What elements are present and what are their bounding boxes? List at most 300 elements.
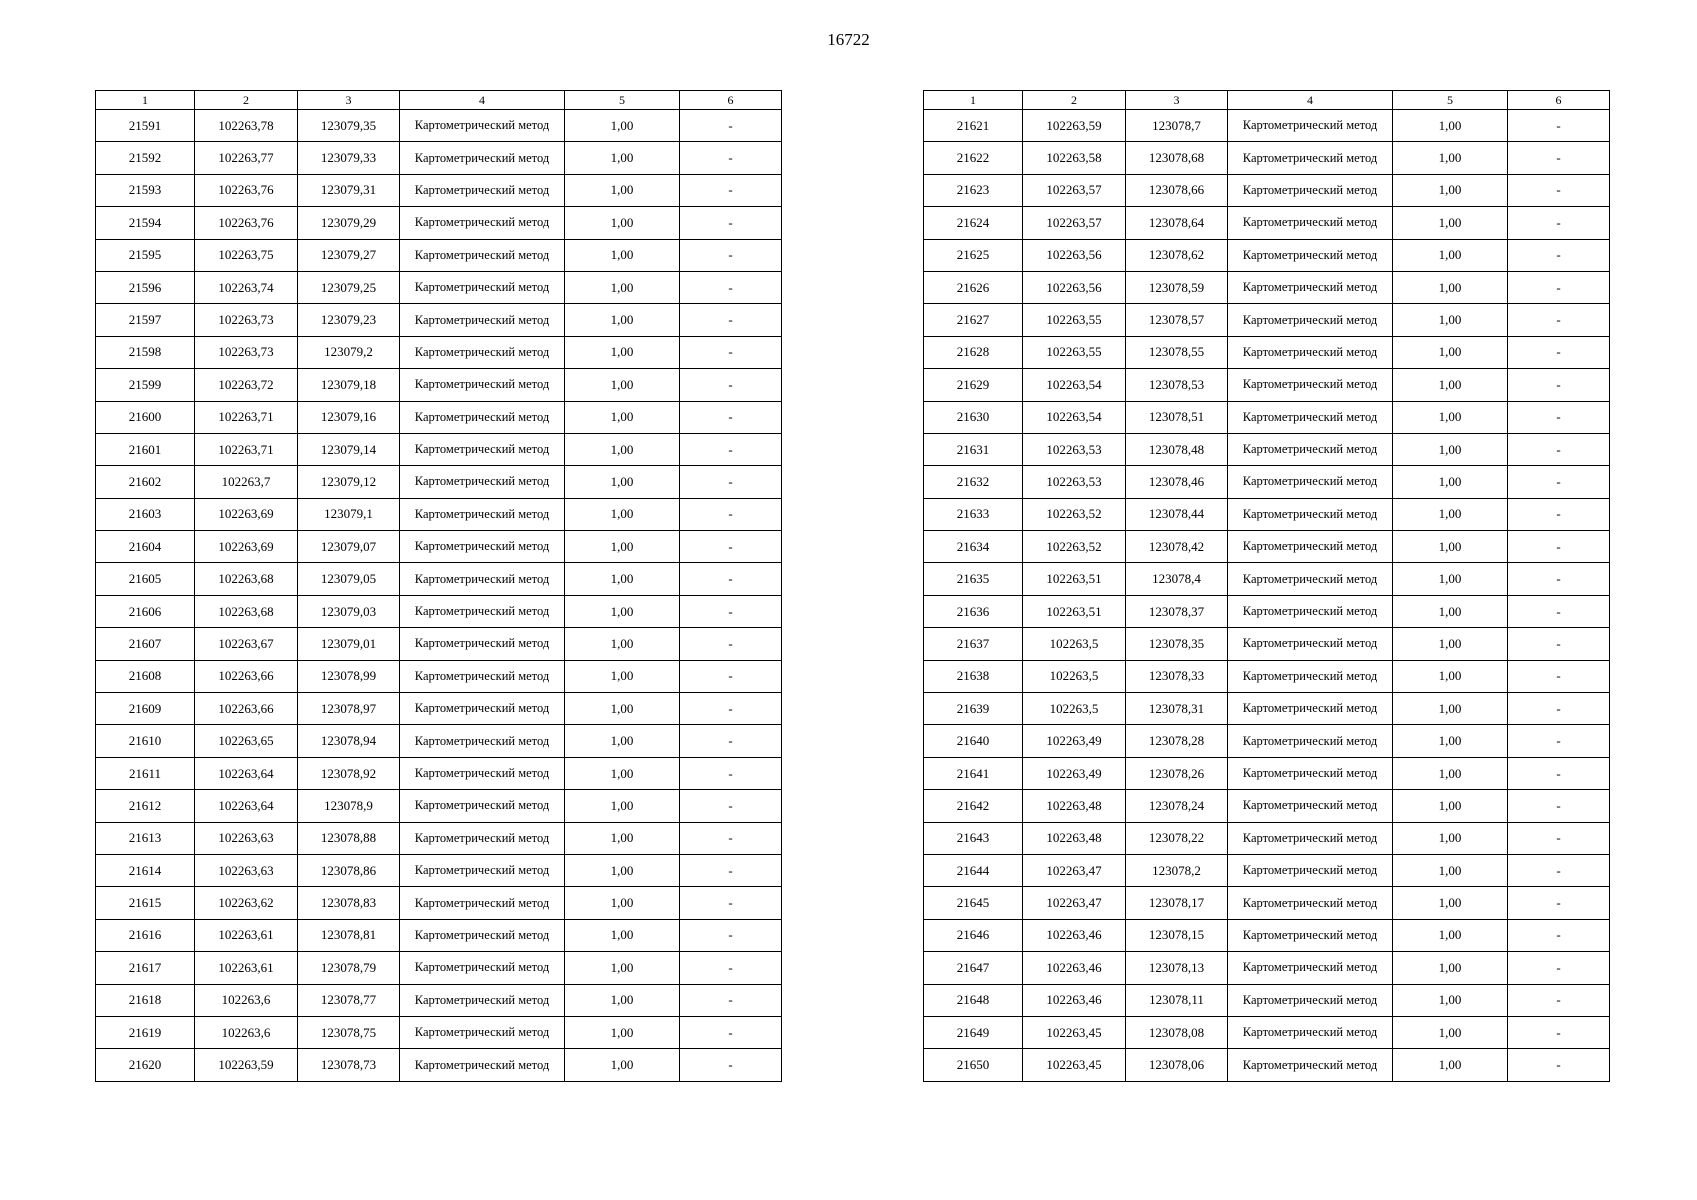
y-coordinate-cell: 123078,28 <box>1126 725 1228 757</box>
accuracy-cell: 1,00 <box>565 887 680 919</box>
method-cell: Картометрический метод <box>400 628 565 660</box>
description-cell: - <box>1508 854 1610 886</box>
table-row <box>924 466 1610 498</box>
accuracy-cell: 1,00 <box>565 660 680 692</box>
point-number-cell: 21592 <box>96 142 195 174</box>
x-coordinate-cell: 102263,48 <box>1023 822 1126 854</box>
accuracy-cell: 1,00 <box>1393 369 1508 401</box>
x-coordinate-cell: 102263,45 <box>1023 1049 1126 1081</box>
accuracy-cell: 1,00 <box>1393 531 1508 563</box>
description-cell: - <box>680 1016 782 1048</box>
method-cell: Картометрический метод <box>400 433 565 465</box>
table-row <box>96 433 782 465</box>
description-cell: - <box>1508 595 1610 627</box>
description-cell: - <box>1508 984 1610 1016</box>
method-cell: Картометрический метод <box>1228 466 1393 498</box>
point-number-cell: 21644 <box>924 854 1023 886</box>
table-row <box>96 207 782 239</box>
method-cell: Картометрический метод <box>1228 628 1393 660</box>
point-number-cell: 21627 <box>924 304 1023 336</box>
x-coordinate-cell: 102263,67 <box>195 628 298 660</box>
point-number-cell: 21594 <box>96 207 195 239</box>
description-cell: - <box>1508 693 1610 725</box>
table-row <box>96 336 782 368</box>
table-row <box>96 628 782 660</box>
point-number-cell: 21633 <box>924 498 1023 530</box>
table-row <box>96 563 782 595</box>
point-number-cell: 21647 <box>924 952 1023 984</box>
y-coordinate-cell: 123078,4 <box>1126 563 1228 595</box>
accuracy-cell: 1,00 <box>1393 693 1508 725</box>
method-cell: Картометрический метод <box>400 595 565 627</box>
accuracy-cell: 1,00 <box>565 239 680 271</box>
method-cell: Картометрический метод <box>400 854 565 886</box>
y-coordinate-cell: 123078,17 <box>1126 887 1228 919</box>
method-cell: Картометрический метод <box>400 336 565 368</box>
point-number-cell: 21613 <box>96 822 195 854</box>
accuracy-cell: 1,00 <box>1393 660 1508 692</box>
point-number-cell: 21624 <box>924 207 1023 239</box>
x-coordinate-cell: 102263,56 <box>1023 271 1126 303</box>
y-coordinate-cell: 123078,92 <box>298 757 400 789</box>
x-coordinate-cell: 102263,62 <box>195 887 298 919</box>
x-coordinate-cell: 102263,69 <box>195 498 298 530</box>
point-number-cell: 21625 <box>924 239 1023 271</box>
description-cell: - <box>1508 531 1610 563</box>
x-coordinate-cell: 102263,76 <box>195 174 298 206</box>
x-coordinate-cell: 102263,61 <box>195 919 298 951</box>
accuracy-cell: 1,00 <box>565 725 680 757</box>
y-coordinate-cell: 123078,15 <box>1126 919 1228 951</box>
y-coordinate-cell: 123079,23 <box>298 304 400 336</box>
method-cell: Картометрический метод <box>400 239 565 271</box>
x-coordinate-cell: 102263,7 <box>195 466 298 498</box>
column-header: 3 <box>1126 91 1228 110</box>
point-number-cell: 21597 <box>96 304 195 336</box>
accuracy-cell: 1,00 <box>1393 725 1508 757</box>
table-row <box>96 595 782 627</box>
point-number-cell: 21600 <box>96 401 195 433</box>
y-coordinate-cell: 123079,2 <box>298 336 400 368</box>
x-coordinate-cell: 102263,45 <box>1023 1016 1126 1048</box>
table-row <box>96 822 782 854</box>
y-coordinate-cell: 123078,55 <box>1126 336 1228 368</box>
column-header: 3 <box>298 91 400 110</box>
description-cell: - <box>680 1049 782 1081</box>
y-coordinate-cell: 123078,46 <box>1126 466 1228 498</box>
y-coordinate-cell: 123078,99 <box>298 660 400 692</box>
point-number-cell: 21617 <box>96 952 195 984</box>
accuracy-cell: 1,00 <box>1393 757 1508 789</box>
table-row <box>96 174 782 206</box>
table-row <box>924 887 1610 919</box>
x-coordinate-cell: 102263,68 <box>195 563 298 595</box>
table-row <box>96 142 782 174</box>
x-coordinate-cell: 102263,73 <box>195 304 298 336</box>
y-coordinate-cell: 123078,97 <box>298 693 400 725</box>
point-number-cell: 21607 <box>96 628 195 660</box>
accuracy-cell: 1,00 <box>565 822 680 854</box>
table-row <box>924 854 1610 886</box>
description-cell: - <box>1508 563 1610 595</box>
column-header: 2 <box>195 91 298 110</box>
y-coordinate-cell: 123079,27 <box>298 239 400 271</box>
description-cell: - <box>1508 790 1610 822</box>
description-cell: - <box>680 271 782 303</box>
accuracy-cell: 1,00 <box>1393 110 1508 142</box>
description-cell: - <box>680 854 782 886</box>
description-cell: - <box>680 660 782 692</box>
method-cell: Картометрический метод <box>400 498 565 530</box>
method-cell: Картометрический метод <box>400 660 565 692</box>
accuracy-cell: 1,00 <box>565 1016 680 1048</box>
x-coordinate-cell: 102263,63 <box>195 854 298 886</box>
point-number-cell: 21650 <box>924 1049 1023 1081</box>
point-number-cell: 21628 <box>924 336 1023 368</box>
point-number-cell: 21606 <box>96 595 195 627</box>
description-cell: - <box>680 628 782 660</box>
table-row <box>96 660 782 692</box>
x-coordinate-cell: 102263,5 <box>1023 660 1126 692</box>
x-coordinate-cell: 102263,47 <box>1023 854 1126 886</box>
table-row <box>96 304 782 336</box>
table-row <box>96 110 782 142</box>
method-cell: Картометрический метод <box>1228 336 1393 368</box>
method-cell: Картометрический метод <box>400 531 565 563</box>
table-row <box>924 304 1610 336</box>
accuracy-cell: 1,00 <box>565 628 680 660</box>
x-coordinate-cell: 102263,65 <box>195 725 298 757</box>
table-row <box>924 1016 1610 1048</box>
description-cell: - <box>680 369 782 401</box>
table-row <box>96 725 782 757</box>
accuracy-cell: 1,00 <box>1393 628 1508 660</box>
method-cell: Картометрический метод <box>400 401 565 433</box>
method-cell: Картометрический метод <box>1228 304 1393 336</box>
table-row <box>924 725 1610 757</box>
accuracy-cell: 1,00 <box>1393 498 1508 530</box>
method-cell: Картометрический метод <box>400 822 565 854</box>
table-row <box>924 628 1610 660</box>
method-cell: Картометрический метод <box>1228 1016 1393 1048</box>
x-coordinate-cell: 102263,51 <box>1023 563 1126 595</box>
table-row <box>96 1016 782 1048</box>
accuracy-cell: 1,00 <box>565 207 680 239</box>
table-row <box>924 142 1610 174</box>
accuracy-cell: 1,00 <box>565 757 680 789</box>
column-header: 5 <box>565 91 680 110</box>
description-cell: - <box>1508 725 1610 757</box>
method-cell: Картометрический метод <box>400 952 565 984</box>
x-coordinate-cell: 102263,61 <box>195 952 298 984</box>
description-cell: - <box>1508 174 1610 206</box>
table-row <box>924 207 1610 239</box>
description-cell: - <box>1508 466 1610 498</box>
y-coordinate-cell: 123078,57 <box>1126 304 1228 336</box>
description-cell: - <box>680 531 782 563</box>
table-row <box>924 239 1610 271</box>
description-cell: - <box>680 239 782 271</box>
y-coordinate-cell: 123078,06 <box>1126 1049 1228 1081</box>
method-cell: Картометрический метод <box>1228 369 1393 401</box>
point-number-cell: 21639 <box>924 693 1023 725</box>
table-row <box>924 952 1610 984</box>
y-coordinate-cell: 123078,22 <box>1126 822 1228 854</box>
y-coordinate-cell: 123079,35 <box>298 110 400 142</box>
method-cell: Картометрический метод <box>1228 239 1393 271</box>
method-cell: Картометрический метод <box>400 725 565 757</box>
method-cell: Картометрический метод <box>400 887 565 919</box>
table-row <box>924 984 1610 1016</box>
method-cell: Картометрический метод <box>1228 887 1393 919</box>
description-cell: - <box>1508 1049 1610 1081</box>
method-cell: Картометрический метод <box>400 466 565 498</box>
method-cell: Картометрический метод <box>400 757 565 789</box>
method-cell: Картометрический метод <box>1228 725 1393 757</box>
point-number-cell: 21643 <box>924 822 1023 854</box>
x-coordinate-cell: 102263,48 <box>1023 790 1126 822</box>
table-row <box>924 757 1610 789</box>
point-number-cell: 21645 <box>924 887 1023 919</box>
description-cell: - <box>680 401 782 433</box>
column-header: 4 <box>1228 91 1393 110</box>
table-row <box>924 822 1610 854</box>
accuracy-cell: 1,00 <box>1393 174 1508 206</box>
accuracy-cell: 1,00 <box>1393 466 1508 498</box>
accuracy-cell: 1,00 <box>1393 1016 1508 1048</box>
method-cell: Картометрический метод <box>1228 790 1393 822</box>
method-cell: Картометрический метод <box>400 110 565 142</box>
table-row <box>924 790 1610 822</box>
table-row <box>924 660 1610 692</box>
accuracy-cell: 1,00 <box>1393 952 1508 984</box>
point-number-cell: 21640 <box>924 725 1023 757</box>
method-cell: Картометрический метод <box>400 984 565 1016</box>
point-number-cell: 21598 <box>96 336 195 368</box>
accuracy-cell: 1,00 <box>565 110 680 142</box>
method-cell: Картометрический метод <box>1228 271 1393 303</box>
page-number: 16722 <box>827 30 870 49</box>
table-row <box>924 336 1610 368</box>
accuracy-cell: 1,00 <box>565 401 680 433</box>
x-coordinate-cell: 102263,58 <box>1023 142 1126 174</box>
x-coordinate-cell: 102263,59 <box>1023 110 1126 142</box>
accuracy-cell: 1,00 <box>1393 142 1508 174</box>
description-cell: - <box>680 725 782 757</box>
table-row <box>924 401 1610 433</box>
table-row <box>924 174 1610 206</box>
x-coordinate-cell: 102263,5 <box>1023 693 1126 725</box>
y-coordinate-cell: 123078,64 <box>1126 207 1228 239</box>
x-coordinate-cell: 102263,57 <box>1023 174 1126 206</box>
accuracy-cell: 1,00 <box>565 433 680 465</box>
x-coordinate-cell: 102263,64 <box>195 757 298 789</box>
method-cell: Картометрический метод <box>1228 595 1393 627</box>
table-row <box>96 466 782 498</box>
accuracy-cell: 1,00 <box>565 142 680 174</box>
x-coordinate-cell: 102263,54 <box>1023 401 1126 433</box>
point-number-cell: 21612 <box>96 790 195 822</box>
accuracy-cell: 1,00 <box>1393 271 1508 303</box>
description-cell: - <box>680 822 782 854</box>
method-cell: Картометрический метод <box>1228 1049 1393 1081</box>
point-number-cell: 21615 <box>96 887 195 919</box>
y-coordinate-cell: 123078,11 <box>1126 984 1228 1016</box>
x-coordinate-cell: 102263,55 <box>1023 304 1126 336</box>
y-coordinate-cell: 123078,26 <box>1126 757 1228 789</box>
x-coordinate-cell: 102263,64 <box>195 790 298 822</box>
y-coordinate-cell: 123079,03 <box>298 595 400 627</box>
y-coordinate-cell: 123078,33 <box>1126 660 1228 692</box>
point-number-cell: 21616 <box>96 919 195 951</box>
y-coordinate-cell: 123078,59 <box>1126 271 1228 303</box>
point-number-cell: 21611 <box>96 757 195 789</box>
x-coordinate-cell: 102263,51 <box>1023 595 1126 627</box>
accuracy-cell: 1,00 <box>565 466 680 498</box>
accuracy-cell: 1,00 <box>565 531 680 563</box>
x-coordinate-cell: 102263,66 <box>195 693 298 725</box>
y-coordinate-cell: 123078,2 <box>1126 854 1228 886</box>
description-cell: - <box>1508 822 1610 854</box>
y-coordinate-cell: 123078,77 <box>298 984 400 1016</box>
description-cell: - <box>1508 919 1610 951</box>
description-cell: - <box>680 498 782 530</box>
accuracy-cell: 1,00 <box>1393 1049 1508 1081</box>
point-number-cell: 21601 <box>96 433 195 465</box>
table-row <box>96 919 782 951</box>
point-number-cell: 21593 <box>96 174 195 206</box>
table-row <box>96 531 782 563</box>
y-coordinate-cell: 123079,29 <box>298 207 400 239</box>
table-row <box>924 498 1610 530</box>
method-cell: Картометрический метод <box>1228 984 1393 1016</box>
method-cell: Картометрический метод <box>400 207 565 239</box>
x-coordinate-cell: 102263,53 <box>1023 433 1126 465</box>
table-row <box>96 790 782 822</box>
accuracy-cell: 1,00 <box>1393 433 1508 465</box>
y-coordinate-cell: 123078,83 <box>298 887 400 919</box>
y-coordinate-cell: 123079,12 <box>298 466 400 498</box>
point-number-cell: 21649 <box>924 1016 1023 1048</box>
y-coordinate-cell: 123078,68 <box>1126 142 1228 174</box>
accuracy-cell: 1,00 <box>565 919 680 951</box>
method-cell: Картометрический метод <box>1228 693 1393 725</box>
x-coordinate-cell: 102263,57 <box>1023 207 1126 239</box>
description-cell: - <box>680 595 782 627</box>
method-cell: Картометрический метод <box>1228 498 1393 530</box>
accuracy-cell: 1,00 <box>1393 887 1508 919</box>
table-row <box>96 271 782 303</box>
y-coordinate-cell: 123078,13 <box>1126 952 1228 984</box>
description-cell: - <box>680 790 782 822</box>
table-row <box>924 110 1610 142</box>
y-coordinate-cell: 123078,53 <box>1126 369 1228 401</box>
x-coordinate-cell: 102263,75 <box>195 239 298 271</box>
description-cell: - <box>680 919 782 951</box>
method-cell: Картометрический метод <box>400 693 565 725</box>
method-cell: Картометрический метод <box>1228 822 1393 854</box>
table-row <box>924 1049 1610 1081</box>
description-cell: - <box>680 336 782 368</box>
y-coordinate-cell: 123079,1 <box>298 498 400 530</box>
x-coordinate-cell: 102263,71 <box>195 433 298 465</box>
description-cell: - <box>680 952 782 984</box>
description-cell: - <box>680 984 782 1016</box>
x-coordinate-cell: 102263,55 <box>1023 336 1126 368</box>
point-number-cell: 21632 <box>924 466 1023 498</box>
method-cell: Картометрический метод <box>400 304 565 336</box>
description-cell: - <box>1508 952 1610 984</box>
description-cell: - <box>1508 757 1610 789</box>
description-cell: - <box>1508 660 1610 692</box>
method-cell: Картометрический метод <box>1228 207 1393 239</box>
description-cell: - <box>1508 401 1610 433</box>
description-cell: - <box>680 110 782 142</box>
x-coordinate-cell: 102263,69 <box>195 531 298 563</box>
point-number-cell: 21596 <box>96 271 195 303</box>
method-cell: Картометрический метод <box>1228 433 1393 465</box>
table-row <box>96 498 782 530</box>
method-cell: Картометрический метод <box>1228 919 1393 951</box>
x-coordinate-cell: 102263,76 <box>195 207 298 239</box>
method-cell: Картометрический метод <box>1228 757 1393 789</box>
point-number-cell: 21610 <box>96 725 195 757</box>
accuracy-cell: 1,00 <box>565 984 680 1016</box>
accuracy-cell: 1,00 <box>565 336 680 368</box>
accuracy-cell: 1,00 <box>565 693 680 725</box>
point-number-cell: 21619 <box>96 1016 195 1048</box>
y-coordinate-cell: 123079,25 <box>298 271 400 303</box>
description-cell: - <box>680 693 782 725</box>
description-cell: - <box>1508 271 1610 303</box>
x-coordinate-cell: 102263,63 <box>195 822 298 854</box>
y-coordinate-cell: 123078,24 <box>1126 790 1228 822</box>
x-coordinate-cell: 102263,6 <box>195 984 298 1016</box>
accuracy-cell: 1,00 <box>1393 984 1508 1016</box>
y-coordinate-cell: 123079,14 <box>298 433 400 465</box>
description-cell: - <box>680 887 782 919</box>
x-coordinate-cell: 102263,56 <box>1023 239 1126 271</box>
method-cell: Картометрический метод <box>1228 854 1393 886</box>
y-coordinate-cell: 123078,37 <box>1126 595 1228 627</box>
y-coordinate-cell: 123078,66 <box>1126 174 1228 206</box>
table-row <box>96 984 782 1016</box>
accuracy-cell: 1,00 <box>1393 401 1508 433</box>
x-coordinate-cell: 102263,74 <box>195 271 298 303</box>
point-number-cell: 21636 <box>924 595 1023 627</box>
y-coordinate-cell: 123078,94 <box>298 725 400 757</box>
y-coordinate-cell: 123078,86 <box>298 854 400 886</box>
description-cell: - <box>1508 110 1610 142</box>
description-cell: - <box>1508 142 1610 174</box>
y-coordinate-cell: 123079,18 <box>298 369 400 401</box>
y-coordinate-cell: 123078,48 <box>1126 433 1228 465</box>
method-cell: Картометрический метод <box>1228 174 1393 206</box>
method-cell: Картометрический метод <box>400 1016 565 1048</box>
accuracy-cell: 1,00 <box>1393 239 1508 271</box>
header-row <box>96 91 782 110</box>
point-number-cell: 21623 <box>924 174 1023 206</box>
y-coordinate-cell: 123078,73 <box>298 1049 400 1081</box>
point-number-cell: 21603 <box>96 498 195 530</box>
table-row <box>924 531 1610 563</box>
point-number-cell: 21622 <box>924 142 1023 174</box>
table-row <box>924 919 1610 951</box>
y-coordinate-cell: 123078,75 <box>298 1016 400 1048</box>
y-coordinate-cell: 123079,07 <box>298 531 400 563</box>
description-cell: - <box>1508 498 1610 530</box>
x-coordinate-cell: 102263,66 <box>195 660 298 692</box>
